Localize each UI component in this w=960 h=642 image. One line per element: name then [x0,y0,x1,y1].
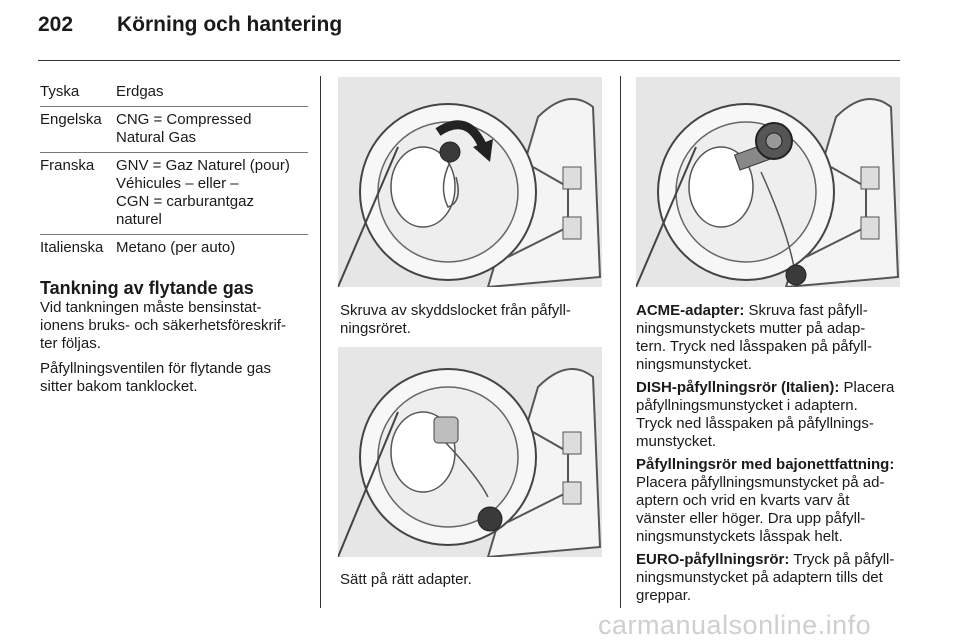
instruction-term: EURO-påfyllningsrör: [636,551,790,568]
section-heading: Tankning av flytande gas [40,278,254,298]
instruction-text: Placera påfyllningsmunstycket på ad- aptern och vrid en kvarts varv åt vänster eller höger. Dra upp påfyll- ningsmunstyckets låsspak helt. [636,474,885,545]
instruction-text: Skruva fast påfyll- ningsmunstyckets mutter på adap- tern. Tryck ned låsspaken på påfyll- ningsmunstycket. [636,302,872,373]
section-paragraph-1: Vid tankningen måste bensinstat- ionens bruks- och säkerhetsföreskrif- ter följas. [40,299,286,352]
table-row [40,79,308,107]
watermark: carmanualsonline.info [598,610,872,640]
instruction-term: ACME-adapter: [636,302,745,319]
caption-unscrew-cap: Skruva av skyddslocket från påfyll- ningsröret. [340,302,571,337]
section-paragraph-2: Påfyllningsventilen för flytande gas sitter bakom tanklocket. [40,360,271,395]
instruction-dish [636,379,906,451]
table-cell-language: Tyska [40,83,80,100]
table-cell-language: Italienska [40,239,104,256]
terminology-table [40,79,308,262]
table-cell-term: CNG = Compressed Natural Gas [116,111,252,146]
instruction-text: Placera påfyllningsmunstycket i adaptern. Tryck ned låsspaken på påfyllnings- munstycket. [636,379,895,450]
instruction-euro [636,551,906,605]
table-cell-term: Erdgas [116,83,164,100]
illustration-fit-adapter [338,347,602,557]
caption-fit-adapter: Sätt på rätt adapter. [340,571,472,588]
illustration-unscrew-cap [338,77,602,287]
table-cell-term: Metano (per auto) [116,239,236,256]
instruction-term: DISH-påfyllningsrör (Italien): [636,379,840,396]
table-row [40,107,308,153]
instruction-term: Påfyllningsrör med bajonettfattning: [636,456,895,473]
table-row [40,235,308,262]
page-number: 202 [38,13,74,36]
table-cell-term: GNV = Gaz Naturel (pour) Véhicules – eller – CGN = carburantgaz naturel [116,157,290,228]
table-cell-language: Engelska [40,111,102,128]
header-rule [38,60,900,61]
illustration-acme-adapter [636,77,900,287]
instruction-bayonet [636,456,906,546]
column-separator-right [620,76,621,608]
instruction-text: Tryck på påfyll- ningsmunstycket på adaptern tills det greppar. [636,551,895,604]
column-separator-left [320,76,321,608]
instruction-acme [636,302,906,374]
table-row [40,153,308,235]
table-cell-language: Franska [40,157,95,174]
page-title: Körning och hantering [117,13,343,36]
